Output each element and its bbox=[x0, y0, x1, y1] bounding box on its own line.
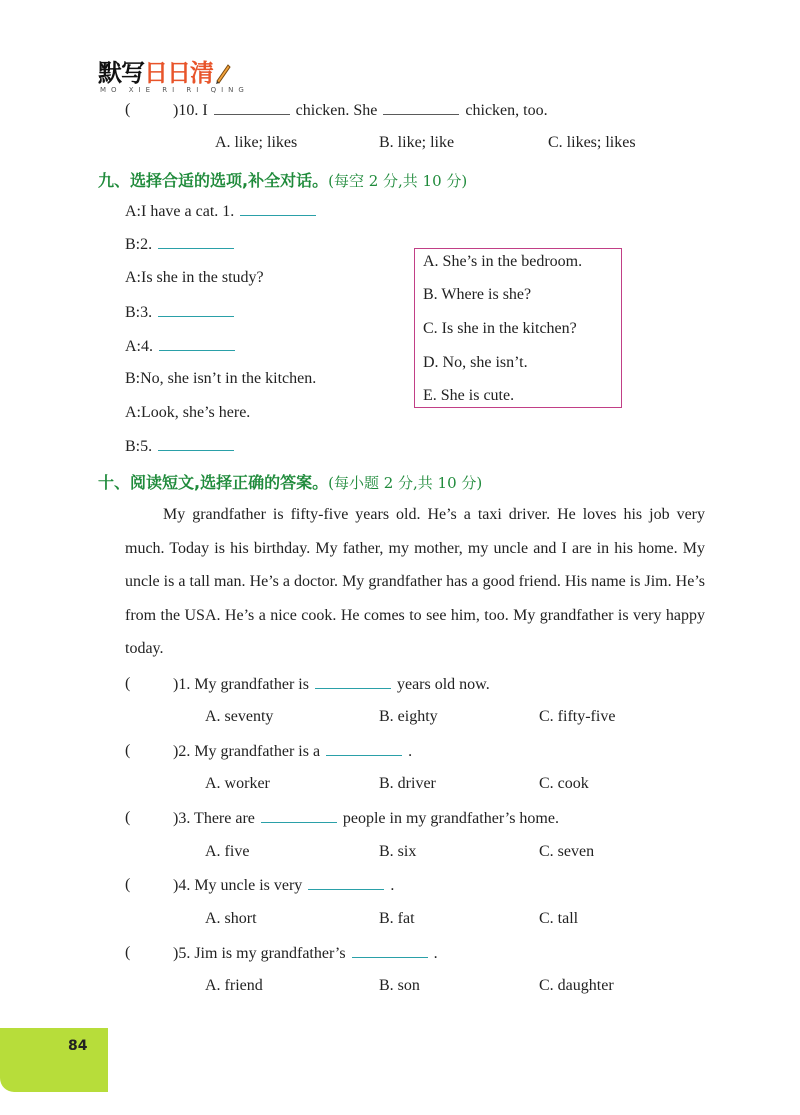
q5-option-b: B. son bbox=[379, 977, 420, 994]
q2-option-c: C. cook bbox=[539, 775, 589, 792]
q1-stem-post: years old now. bbox=[396, 676, 490, 693]
reading-passage: My grandfather is fifty-five years old. He’s a taxi driver. He loves his job very much. Today is his birthday. My father, my mother, my uncle and I are in his home. My uncle is a tall man. He’s a doctor. My grandfather has a good friend. His name is Jim. He’s from the USA. He’s a nice cook. He comes to see him, too. My grandfather is very happy today. bbox=[125, 506, 705, 658]
q2-paren: ( bbox=[125, 742, 131, 759]
dialogue-line-3: A:Is she in the study? bbox=[125, 269, 264, 286]
q4-option-b: B. fat bbox=[379, 910, 415, 927]
q5-stem-post: . bbox=[433, 945, 438, 962]
section-10-score: (每小题 2 分,共 10 分) bbox=[328, 474, 483, 492]
q10-text-1: )10. I bbox=[173, 102, 208, 119]
box-option-b: B. Where is she? bbox=[423, 286, 532, 303]
dialogue-line-1 bbox=[125, 201, 322, 222]
q1-stem-pre: )1. My grandfather is bbox=[173, 676, 309, 693]
section-10-heading bbox=[98, 470, 482, 493]
box-option-e: E. She is cute. bbox=[423, 387, 515, 404]
dialogue-line-1-text: A:I have a cat. 1. bbox=[125, 203, 235, 220]
dialogue-blank-4[interactable] bbox=[159, 336, 235, 351]
page-number: 84 bbox=[68, 1038, 88, 1054]
q5-option-a: A. friend bbox=[205, 977, 263, 994]
box-option-c: C. Is she in the kitchen? bbox=[423, 320, 577, 337]
dialogue-blank-3[interactable] bbox=[158, 302, 234, 317]
q10-text-2: chicken. She bbox=[295, 102, 378, 119]
q10-option-c: C. likes; likes bbox=[548, 134, 636, 151]
q4-blank[interactable] bbox=[308, 875, 384, 890]
q1-blank[interactable] bbox=[315, 674, 391, 689]
dialogue-blank-5[interactable] bbox=[158, 436, 234, 451]
q5-paren: ( bbox=[125, 944, 131, 961]
q10-option-b: B. like; like bbox=[379, 134, 455, 151]
dialogue-line-8-text: B:5. bbox=[125, 438, 153, 455]
q3-option-c: C. seven bbox=[539, 843, 595, 860]
q2-option-b: B. driver bbox=[379, 775, 436, 792]
q2-blank[interactable] bbox=[326, 741, 402, 756]
dialogue-line-4-text: B:3. bbox=[125, 304, 153, 321]
q10-blank-1[interactable] bbox=[214, 100, 290, 115]
dialogue-line-2 bbox=[125, 234, 240, 255]
q4-stem-post: . bbox=[390, 877, 395, 894]
section-9-score: (每空 2 分,共 10 分) bbox=[328, 172, 468, 190]
q2-stem-post: . bbox=[408, 743, 413, 760]
dialogue-line-7: A:Look, she’s here. bbox=[125, 404, 251, 421]
series-logo bbox=[98, 58, 232, 88]
dialogue-line-2-text: B:2. bbox=[125, 236, 153, 253]
q4-stem bbox=[173, 875, 394, 896]
q5-stem bbox=[173, 943, 438, 964]
q4-option-a: A. short bbox=[205, 910, 257, 927]
pen-icon bbox=[214, 62, 232, 84]
q5-option-c: C. daughter bbox=[539, 977, 614, 994]
q3-stem bbox=[173, 808, 559, 829]
q4-option-c: C. tall bbox=[539, 910, 579, 927]
q4-stem-pre: )4. My uncle is very bbox=[173, 877, 303, 894]
logo-subtitle: MO XIE RI RI QING bbox=[100, 86, 249, 94]
q3-stem-post: people in my grandfather’s home. bbox=[342, 810, 559, 827]
box-option-d: D. No, she isn’t. bbox=[423, 354, 528, 371]
q2-stem bbox=[173, 741, 412, 762]
q1-option-c: C. fifty-five bbox=[539, 708, 616, 725]
q10-text-3: chicken, too. bbox=[465, 102, 548, 119]
box-option-a: A. She’s in the bedroom. bbox=[423, 253, 583, 270]
q3-option-a: A. five bbox=[205, 843, 250, 860]
logo-text-2: 日日清 bbox=[144, 59, 213, 87]
q3-blank[interactable] bbox=[261, 808, 337, 823]
q1-stem bbox=[173, 674, 490, 695]
section-9-title: 九、选择合适的选项,补全对话。 bbox=[98, 171, 329, 190]
q10-blank-2[interactable] bbox=[383, 100, 459, 115]
q10-stem bbox=[173, 100, 548, 121]
q1-paren: ( bbox=[125, 675, 131, 692]
section-10-title: 十、阅读短文,选择正确的答案。 bbox=[98, 473, 329, 492]
dialogue-line-6: B:No, she isn’t in the kitchen. bbox=[125, 370, 317, 387]
q1-option-a: A. seventy bbox=[205, 708, 274, 725]
q2-option-a: A. worker bbox=[205, 775, 270, 792]
dialogue-blank-1[interactable] bbox=[240, 201, 316, 216]
q2-stem-pre: )2. My grandfather is a bbox=[173, 743, 321, 760]
dialogue-line-4 bbox=[125, 302, 240, 323]
dialogue-blank-2[interactable] bbox=[158, 234, 234, 249]
dialogue-line-5 bbox=[125, 336, 241, 357]
q4-paren: ( bbox=[125, 876, 131, 893]
q10-option-a: A. like; likes bbox=[215, 134, 298, 151]
dialogue-line-5-text: A:4. bbox=[125, 338, 153, 355]
logo-text-1: 默写 bbox=[98, 59, 144, 87]
q3-stem-pre: )3. There are bbox=[173, 810, 255, 827]
q3-option-b: B. six bbox=[379, 843, 417, 860]
q5-stem-pre: )5. Jim is my grandfather’s bbox=[173, 945, 346, 962]
q5-blank[interactable] bbox=[352, 943, 428, 958]
dialogue-line-8 bbox=[125, 436, 240, 457]
section-9-heading bbox=[98, 168, 467, 191]
q10-paren: ( bbox=[125, 101, 131, 118]
page-number-tab bbox=[0, 1028, 108, 1092]
q1-option-b: B. eighty bbox=[379, 708, 438, 725]
q3-paren: ( bbox=[125, 809, 131, 826]
